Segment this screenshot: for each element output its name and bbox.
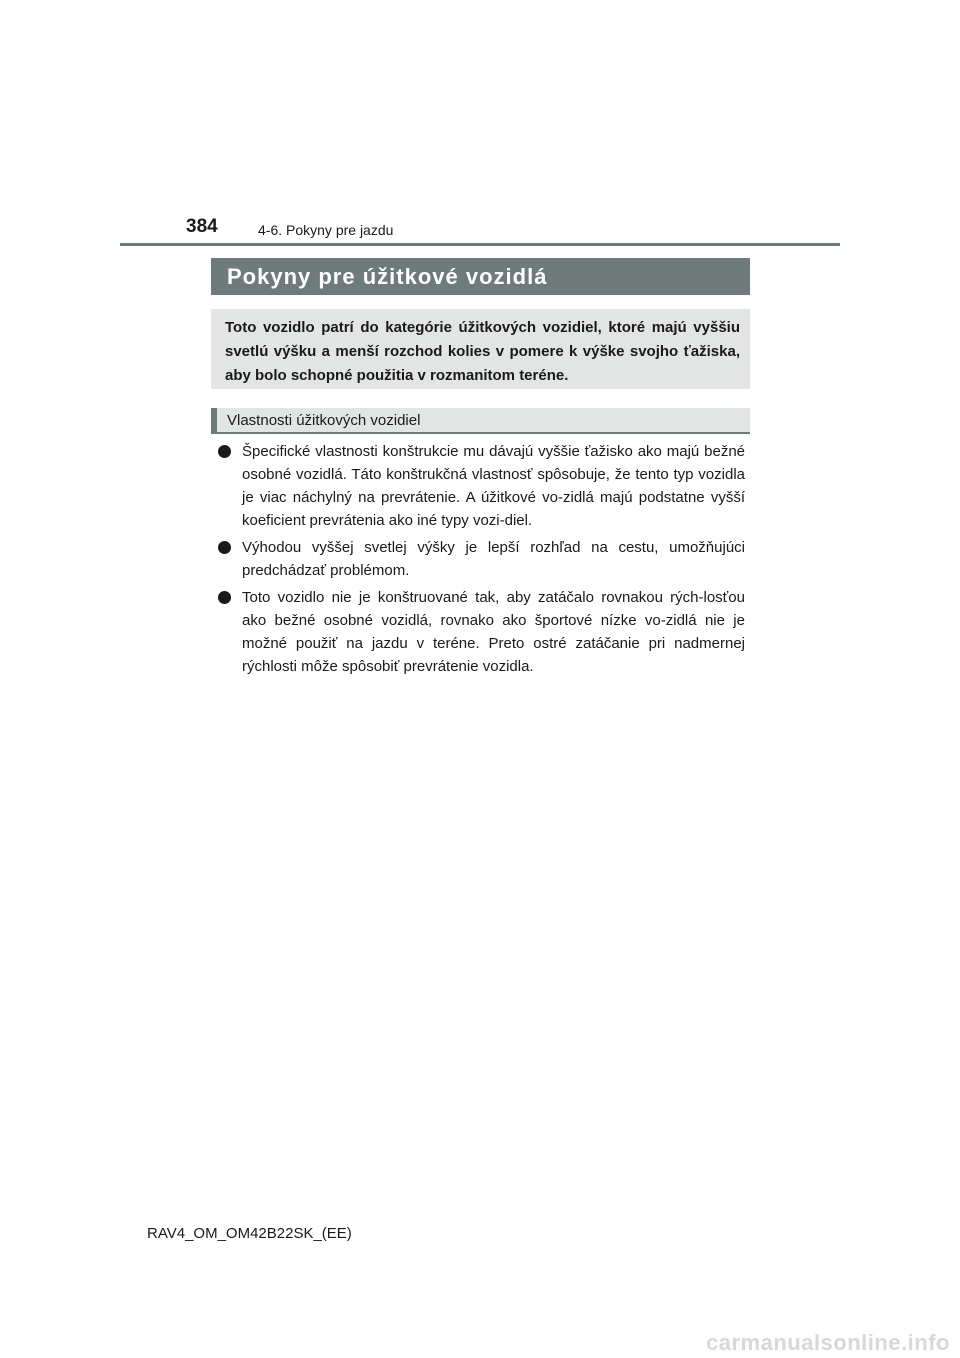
bullet-text: Výhodou vyššej svetlej výšky je lepší rozhľad na cestu, umožňujúci predchádzať problémom. [242, 539, 745, 579]
bullet-list [218, 440, 745, 682]
page-title: Pokyny pre úžitkové vozidlá [227, 263, 548, 289]
bullet-dot-icon [218, 591, 231, 604]
bullet-item [218, 440, 745, 532]
subheading [211, 408, 750, 434]
bullet-item [218, 586, 745, 678]
page-number: 384 [186, 216, 218, 237]
header-rule [120, 243, 840, 246]
intro-box [211, 309, 750, 389]
bullet-item [218, 536, 745, 582]
intro-text: Toto vozidlo patrí do kategórie úžitkových vozidiel, ktoré majú vyššiu svetlú výšku a menší rozchod kolies v pomere k výške svojho ťažiska, aby bolo schopné použitia v rozmanitom teréne. [225, 319, 740, 384]
bullet-dot-icon [218, 445, 231, 458]
bullet-text: Špecifické vlastnosti konštrukcie mu dávajú vyššie ťažisko ako majú bežné osobné vozidlá. Táto konštrukčná vlastnosť spôsobuje, že tento typ vozidla je viac náchylný na prevrátenie. A úžitkové vo-zidlá majú podstatne vyšší koeficient prevrátenia ako iné typy vozi-diel. [242, 443, 745, 529]
watermark: carmanualsonline.info [706, 1330, 950, 1355]
footer-code: RAV4_OM_OM42B22SK_(EE) [147, 1225, 352, 1242]
bullet-text: Toto vozidlo nie je konštruované tak, aby zatáčalo rovnakou rých-losťou ako bežné osobné vozidlá, rovnako ako športové nízke vo-zidlá nie je možné použiť na jazdu v teréne. Preto ostré zatáčanie pri nadmernej rýchlosti môže spôsobiť prevrátenie vozidla. [242, 589, 745, 675]
subheading-text: Vlastnosti úžitkových vozidiel [227, 411, 421, 429]
section-label: 4-6. Pokyny pre jazdu [258, 222, 394, 238]
title-bar [211, 258, 750, 295]
bullet-dot-icon [218, 541, 231, 554]
